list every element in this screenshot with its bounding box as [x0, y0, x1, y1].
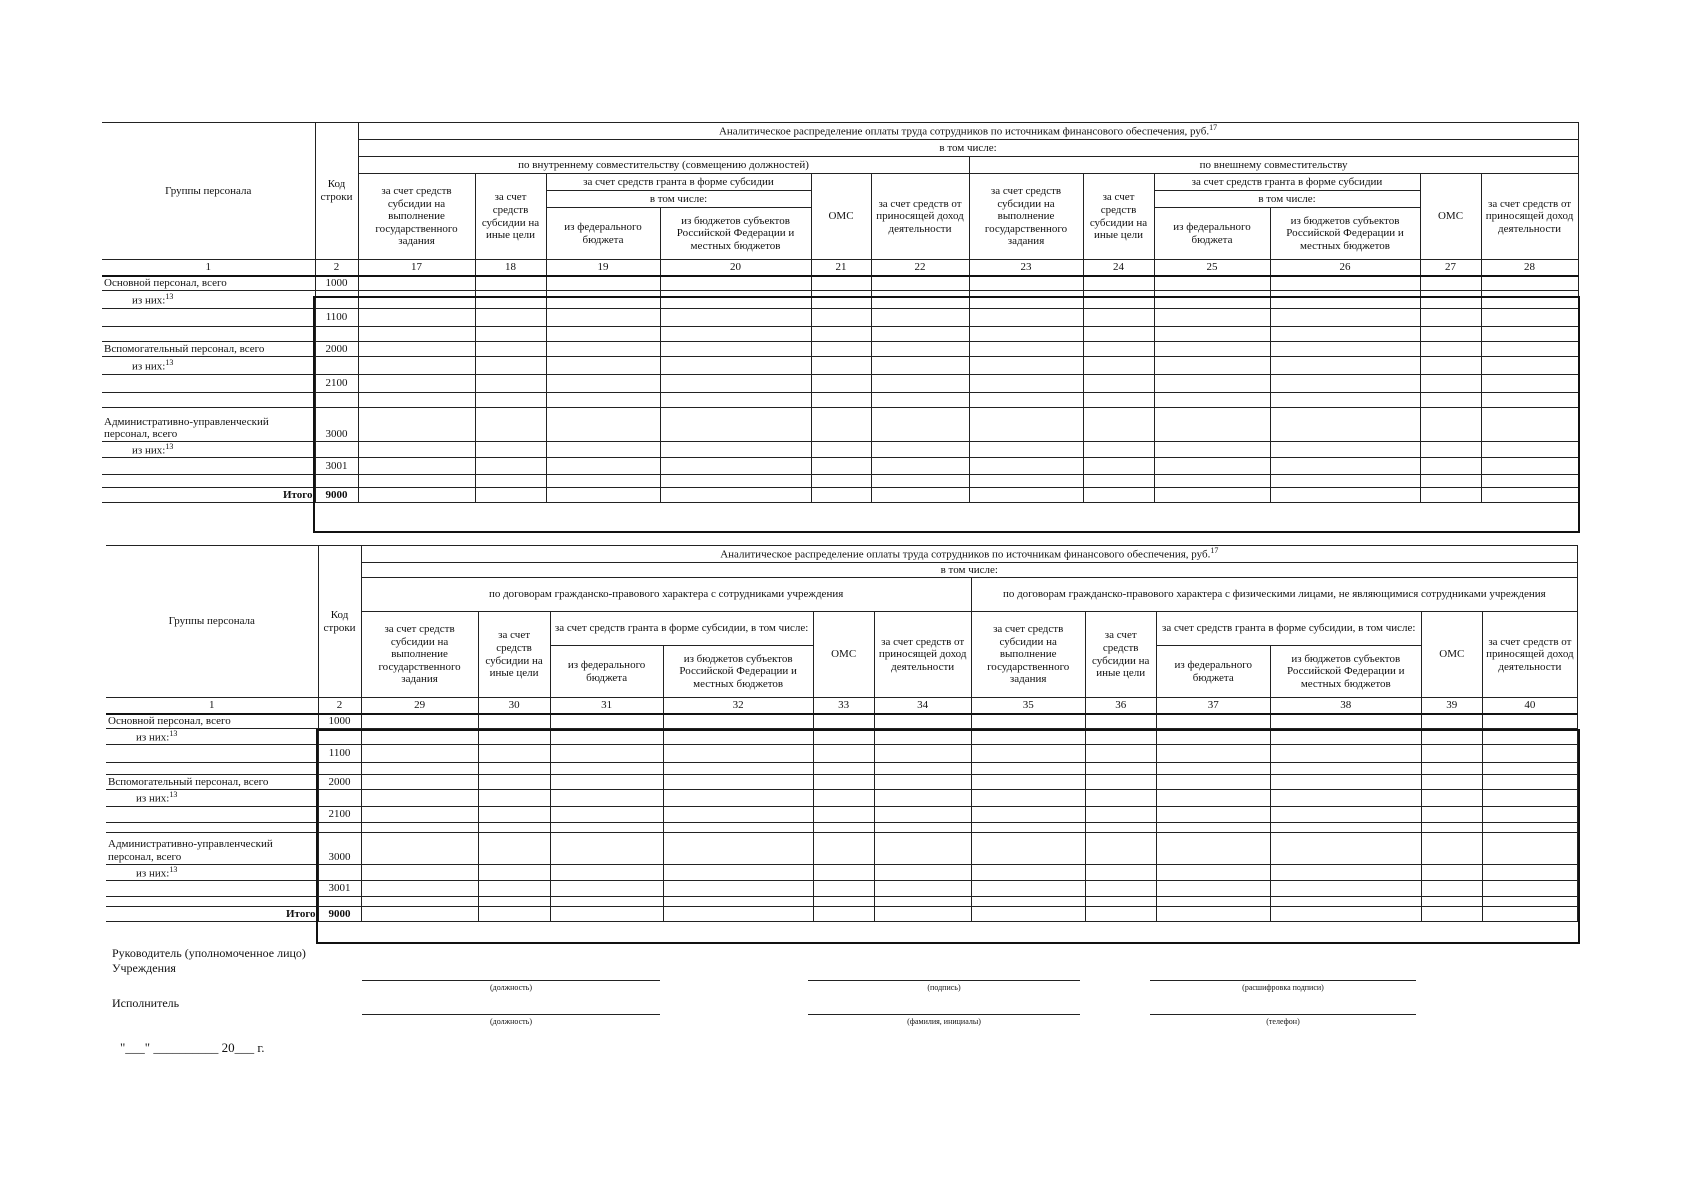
col-grant-incl: в том числе: — [546, 191, 811, 208]
col-subsidy-task: за счет средств субсидии на выполнение государственного задания — [358, 174, 475, 260]
table-title-text: Аналитическое распределение оплаты труда сотрудников по источникам финансового обеспечения, руб. — [718, 126, 1210, 138]
col-regional: из бюджетов субъектов Российской Федерации и местных бюджетов — [663, 646, 813, 698]
col-subsidy-other: за счет средств субсидии на иные цели — [478, 612, 550, 698]
title-footnote: 17 — [1209, 123, 1218, 133]
col-oms: ОМС — [1420, 174, 1481, 260]
row-of-them — [102, 442, 315, 458]
col-number: 2 — [315, 260, 358, 276]
col-federal: из федерального бюджета — [546, 208, 660, 260]
executor-label: Исполнитель — [112, 996, 180, 1010]
row-of-them — [106, 864, 318, 880]
signature-line — [808, 980, 1080, 981]
row-label: Вспомогательный персонал, всего — [106, 775, 318, 790]
name-line — [808, 1014, 1080, 1015]
col-number: 28 — [1481, 260, 1578, 276]
col-subsidy-task: за счет средств субсидии на выполнение государственного задания — [361, 612, 478, 698]
col-number: 23 — [969, 260, 1083, 276]
col-oms: ОМС — [813, 612, 874, 698]
table-title — [361, 546, 1577, 563]
col-income: за счет средств от приносящей доход деятельности — [1482, 612, 1577, 698]
caption-decode: (расшифровка подписи) — [1242, 983, 1324, 992]
title-footnote: 17 — [1210, 546, 1219, 556]
table-a — [102, 122, 1579, 503]
col-number: 17 — [358, 260, 475, 276]
col-subsidy-other: за счет средств субсидии на иные цели — [1083, 174, 1154, 260]
row-code: 3000 — [315, 408, 358, 442]
col-number: 2 — [318, 698, 361, 714]
row-code: 9000 — [315, 488, 358, 503]
col-number: 29 — [361, 698, 478, 714]
row-label: Основной персонал, всего — [106, 714, 318, 729]
row-label: Административно-управленческий персонал, всего — [106, 832, 318, 864]
caption-position-2: (должность) — [490, 1017, 532, 1026]
row-label: Вспомогательный персонал, всего — [102, 342, 315, 357]
col-number: 19 — [546, 260, 660, 276]
row-code: 1100 — [315, 309, 358, 327]
col-number: 37 — [1156, 698, 1270, 714]
phone-line — [1150, 1014, 1416, 1015]
row-total-label: Итого — [102, 488, 315, 503]
group-internal: по внутреннему совместительству (совмещению должностей) — [358, 157, 969, 174]
col-subsidy-task: за счет средств субсидии на выполнение государственного задания — [971, 612, 1085, 698]
col-number: 31 — [550, 698, 663, 714]
row-footnote: 13 — [165, 291, 174, 301]
row-code: 1000 — [318, 714, 361, 729]
head-label: Руководитель (уполномоченное лицо) Учреждения — [112, 946, 306, 975]
col-oms: ОМС — [1421, 612, 1482, 698]
position-line-2 — [362, 1014, 660, 1015]
col-number: 33 — [813, 698, 874, 714]
table-b-body — [106, 714, 1578, 922]
col-subsidy-task: за счет средств субсидии на выполнение государственного задания — [969, 174, 1083, 260]
group-contracts-staff: по договорам гражданско-правового характера с сотрудниками учреждения — [361, 578, 971, 612]
col-number: 21 — [811, 260, 871, 276]
col-grant: за счет средств гранта в форме субсидии, в том числе: — [1156, 612, 1421, 646]
row-of-them — [106, 729, 318, 745]
row-of-them-text: из них: — [132, 360, 166, 373]
col-groups-header: Группы персонала — [106, 546, 318, 698]
row-footnote: 13 — [169, 729, 178, 738]
row-code: 3001 — [315, 458, 358, 475]
row-code: 9000 — [318, 906, 361, 921]
col-subsidy-other: за счет средств субсидии на иные цели — [1085, 612, 1156, 698]
row-code: 3000 — [318, 832, 361, 864]
row-of-them — [102, 357, 315, 375]
row-label: Административно-управленческий персонал, всего — [102, 408, 315, 442]
table-b — [106, 545, 1578, 922]
col-groups-header: Группы персонала — [102, 123, 315, 260]
caption-signature: (подпись) — [927, 983, 961, 992]
caption-position: (должность) — [490, 983, 532, 992]
col-subsidy-other: за счет средств субсидии на иные цели — [475, 174, 546, 260]
row-code: 2100 — [318, 806, 361, 822]
col-income: за счет средств от приносящей доход деятельности — [1481, 174, 1578, 260]
col-regional: из бюджетов субъектов Российской Федерации и местных бюджетов — [1270, 208, 1420, 260]
col-grant: за счет средств гранта в форме субсидии — [546, 174, 811, 191]
row-code: 3001 — [318, 880, 361, 896]
col-number: 27 — [1420, 260, 1481, 276]
col-number: 25 — [1154, 260, 1270, 276]
table-title-text: Аналитическое распределение оплаты труда сотрудников по источникам финансового обеспечения, руб. — [720, 549, 1211, 561]
row-footnote: 13 — [169, 790, 178, 800]
group-external: по внешнему совместительству — [969, 157, 1578, 174]
col-regional: из бюджетов субъектов Российской Федерации и местных бюджетов — [1270, 646, 1421, 698]
caption-name: (фамилия, инициалы) — [907, 1017, 981, 1026]
col-number: 39 — [1421, 698, 1482, 714]
col-number: 38 — [1270, 698, 1421, 714]
row-of-them-text: из них: — [136, 792, 170, 805]
col-number: 34 — [874, 698, 971, 714]
in-that-number: в том числе: — [361, 563, 1577, 578]
col-federal: из федерального бюджета — [1154, 208, 1270, 260]
col-number: 36 — [1085, 698, 1156, 714]
row-footnote: 13 — [165, 442, 174, 451]
table-a-body — [102, 276, 1578, 503]
col-code-header: Код строки — [315, 123, 358, 260]
row-code: 2000 — [315, 342, 358, 357]
row-of-them-text: из них: — [136, 731, 170, 744]
row-code: 1100 — [318, 745, 361, 763]
col-number: 26 — [1270, 260, 1420, 276]
col-number: 30 — [478, 698, 550, 714]
position-line — [362, 980, 660, 981]
col-number: 18 — [475, 260, 546, 276]
col-number: 22 — [871, 260, 969, 276]
col-federal: из федерального бюджета — [550, 646, 663, 698]
group-contracts-individuals: по договорам гражданско-правового характера с физическими лицами, не являющимися сотрудниками учреждения — [971, 578, 1577, 612]
decode-line — [1150, 980, 1416, 981]
col-grant: за счет средств гранта в форме субсидии — [1154, 174, 1420, 191]
col-number: 40 — [1482, 698, 1577, 714]
row-of-them — [102, 291, 315, 309]
row-of-them-text: из них: — [132, 444, 166, 457]
row-label: Основной персонал, всего — [102, 276, 315, 291]
row-footnote: 13 — [165, 357, 174, 367]
caption-phone: (телефон) — [1266, 1017, 1300, 1026]
col-number: 24 — [1083, 260, 1154, 276]
col-oms: ОМС — [811, 174, 871, 260]
col-number: 35 — [971, 698, 1085, 714]
col-income: за счет средств от приносящей доход деятельности — [871, 174, 969, 260]
table-title — [358, 123, 1578, 140]
row-footnote: 13 — [169, 864, 178, 874]
col-grant: за счет средств гранта в форме субсидии, в том числе: — [550, 612, 813, 646]
row-code: 2100 — [315, 375, 358, 393]
col-code-header: Код строки — [318, 546, 361, 698]
row-of-them — [106, 790, 318, 806]
col-number: 1 — [106, 698, 318, 714]
row-total-label: Итого — [106, 906, 318, 921]
col-regional: из бюджетов субъектов Российской Федерации и местных бюджетов — [660, 208, 811, 260]
col-number: 1 — [102, 260, 315, 276]
col-income: за счет средств от приносящей доход деятельности — [874, 612, 971, 698]
in-that-number: в том числе: — [358, 140, 1578, 157]
row-of-them-text: из них: — [136, 867, 170, 880]
row-of-them-text: из них: — [132, 294, 166, 307]
col-number: 20 — [660, 260, 811, 276]
col-grant-incl: в том числе: — [1154, 191, 1420, 208]
date-line: "___" __________ 20___ г. — [120, 1040, 265, 1055]
col-number: 32 — [663, 698, 813, 714]
row-code: 1000 — [315, 276, 358, 291]
row-code: 2000 — [318, 775, 361, 790]
col-federal: из федерального бюджета — [1156, 646, 1270, 698]
